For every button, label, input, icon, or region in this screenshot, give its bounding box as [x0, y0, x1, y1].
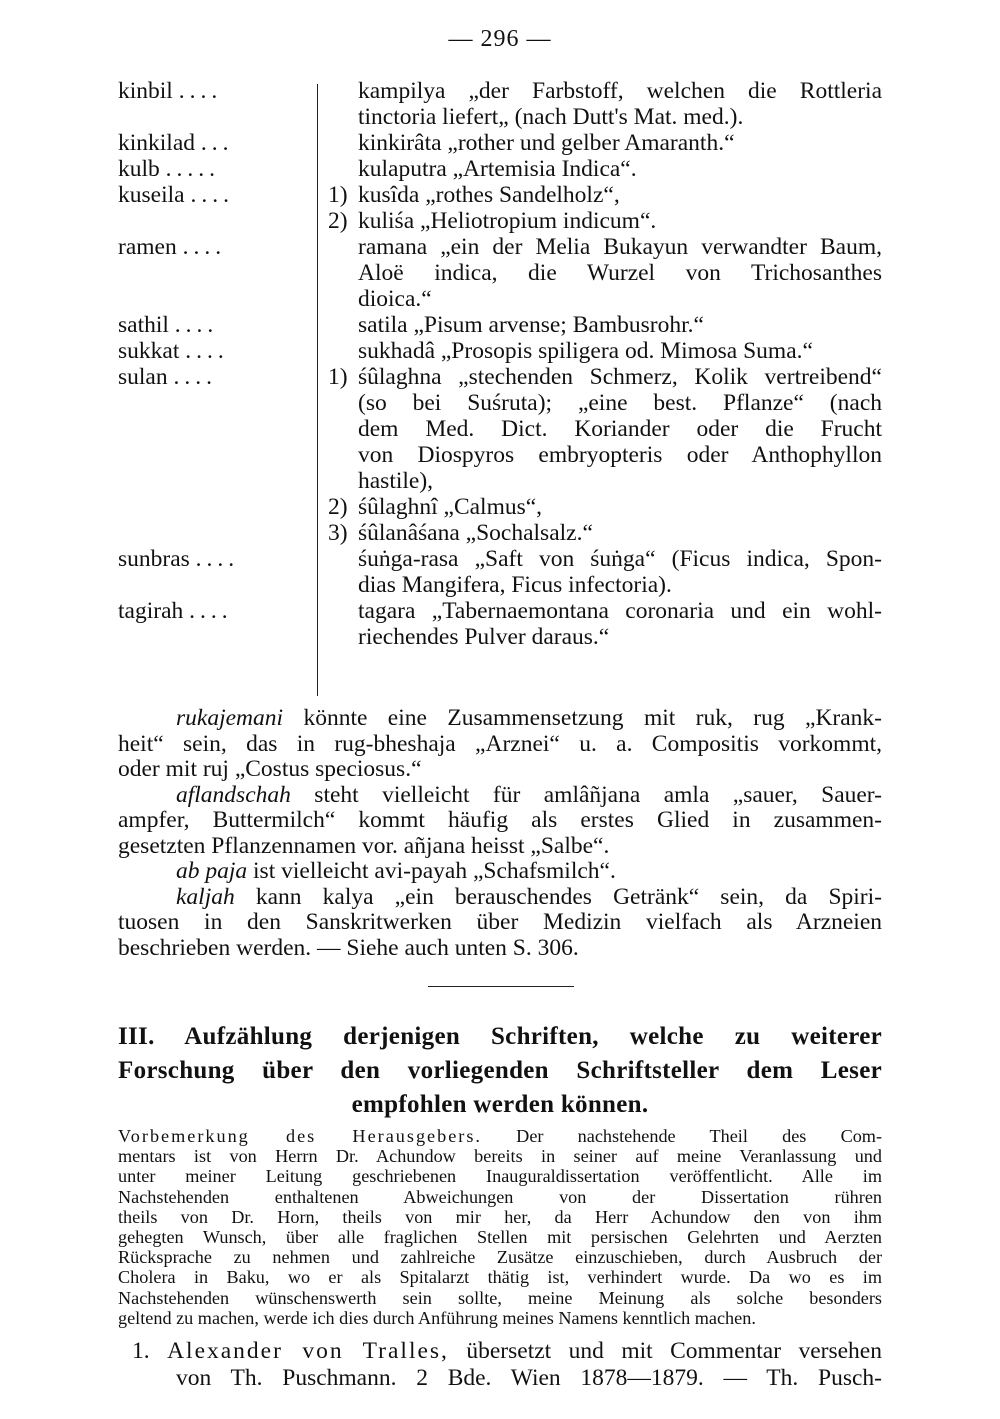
term-word: tagirah [118, 598, 184, 624]
definition-line [328, 442, 882, 468]
definition-text: kampilya „der Farbstoff, welchen die Rottleria [358, 78, 882, 104]
definition-text: kinkirâta „rother und gelber Amaranth.“ [358, 130, 735, 156]
glossary-definition [328, 130, 882, 156]
preface-lead: Vorbemerkung des Herausgebers. [118, 1126, 482, 1146]
definition-line [328, 598, 882, 624]
definition-line [328, 624, 882, 650]
glossary-term [118, 234, 318, 312]
definition-line [328, 416, 882, 442]
definition-number [328, 312, 358, 338]
definition-number: 3) [328, 520, 348, 546]
term-dots: .... [178, 78, 223, 104]
definition-line [328, 156, 882, 182]
definition-text: śuṅga-rasa „Saft von śuṅga“ (Ficus indica, Spon- [358, 546, 882, 572]
term-word: kulb [118, 156, 160, 182]
heading-line: empfohlen werden können. [351, 1091, 649, 1118]
glossary-entry [118, 182, 882, 234]
section-heading [118, 1020, 882, 1122]
definition-text: satila „Pisum arvense; Bambusrohr.“ [358, 312, 704, 338]
definition-text: kuliśa „Heliotropium indicum“. [358, 208, 657, 234]
glossary-definition [328, 156, 882, 182]
preface-line: Nachstehenden wünschenswerth sein sollte, meine Meinung als solche besonders [118, 1287, 882, 1308]
definition-text: sukhadâ „Prosopis spiligera od. Mimosa Suma.“ [358, 338, 813, 364]
definition-text: Aloë indica, die Wurzel von Trichosanthes [358, 260, 882, 286]
paragraph-text: steht vielleicht für amlâñjana amla „sauer, Sauer- [290, 781, 882, 808]
paragraph-text: kann kalya „ein berauschendes Getränk“ sein, da Spiri- [234, 883, 882, 910]
definition-number [328, 156, 358, 182]
term-dots: .... [189, 598, 233, 624]
glossary-definition [328, 338, 882, 364]
bib-author: Alexander von Tralles, [167, 1338, 449, 1364]
definition-number: 1) [328, 364, 348, 390]
term-word: kinbil [118, 78, 173, 104]
paragraph-line [118, 706, 882, 732]
term-dots: .... [195, 546, 240, 572]
editor-preface [118, 1126, 882, 1328]
paragraph-term: rukajemani [176, 705, 284, 731]
definition-text: dioica.“ [358, 286, 432, 312]
bib-text: übersetzt und mit Commentar versehen [448, 1338, 882, 1364]
definition-number [328, 130, 358, 156]
definition-line [328, 494, 882, 520]
glossary-definition [328, 312, 882, 338]
paragraph-line: oder mit ruj „Costus speciosus.“ [118, 756, 422, 782]
glossary-term [118, 182, 318, 234]
definition-number: 2) [328, 494, 348, 520]
glossary-term [118, 338, 318, 364]
term-dots: .... [174, 312, 219, 338]
page-number: — 296 — [448, 26, 552, 52]
glossary-definition [328, 546, 882, 598]
glossary-entry [118, 156, 882, 182]
section-rule [428, 986, 574, 987]
glossary-term [118, 364, 318, 546]
glossary-entry [118, 130, 882, 156]
definition-text: kusîda „rothes Sandelholz“, [358, 182, 620, 208]
term-word: sulan [118, 364, 168, 390]
definition-line [328, 468, 882, 494]
glossary-term [118, 130, 318, 156]
definition-line [328, 520, 882, 546]
glossary-term [118, 598, 318, 650]
definition-text: hastile), [358, 468, 434, 494]
paragraph-line [118, 885, 882, 911]
preface-text: Der nachstehende Theil des Com- [481, 1126, 883, 1146]
glossary-definition [328, 598, 882, 650]
preface-line: mentars ist von Herrn Dr. Achundow bereits in seiner auf meine Veranlassung und [118, 1146, 882, 1167]
definition-line [328, 338, 882, 364]
preface-line: theils von Dr. Horn, theils von mir her, da Herr Achundow den von ihm [118, 1206, 882, 1227]
glossary-entry [118, 546, 882, 598]
definition-line [328, 286, 882, 312]
preface-line: geltend zu machen, werde ich dies durch Anführung meines Namens kenntlich machen. [118, 1307, 756, 1328]
glossary-term [118, 312, 318, 338]
bibliography-line [118, 1338, 882, 1365]
paragraph-line: beschrieben werden. — Siehe auch unten S. 306. [118, 934, 579, 961]
term-word: kinkilad [118, 130, 196, 156]
glossary-definition [328, 182, 882, 234]
paragraph-text: könnte eine Zusammensetzung mit ruk, rug „Krank- [283, 705, 882, 731]
definition-number [328, 78, 358, 104]
term-dots: .... [185, 338, 229, 364]
definition-text: śûlaghna „stechenden Schmerz, Kolik vertreibend“ [358, 364, 882, 390]
definition-number: 1) [328, 182, 348, 208]
definition-number [328, 234, 358, 260]
paragraph-term: kaljah [176, 883, 235, 910]
definition-text: von Diospyros embryopteris oder Anthophyllon [358, 442, 882, 468]
paragraph-text: ist vielleicht avi-payah „Schafsmilch“. [247, 858, 616, 884]
preface-line: Rücksprache zu nehmen und zahlreiche Zusätze einzuschieben, durch Ausbruch der [118, 1247, 882, 1268]
paragraph-line [118, 859, 882, 885]
definition-text: riechendes Pulver daraus.“ [358, 624, 610, 650]
term-dots: ... [200, 130, 234, 156]
glossary-term [118, 546, 318, 598]
preface-line [118, 1126, 882, 1146]
definition-number [328, 338, 358, 364]
definition-line [328, 260, 882, 286]
definition-text: śûlanâśana „Sochalsalz.“ [358, 520, 593, 546]
definition-line [328, 572, 882, 598]
heading-line: Forschung über den vorliegenden Schriftsteller dem Leser [118, 1057, 882, 1084]
definition-text: dias Mangifera, Ficus infectoria). [358, 572, 672, 598]
definition-line [328, 390, 882, 416]
bibliography [118, 1338, 882, 1392]
definition-line [328, 312, 882, 338]
definition-text: (so bei Suśruta); „eine best. Pflanze“ (nach [358, 390, 882, 416]
paragraph-line: tuosen in den Sanskritwerken über Medizin vielfach als Arzneien [118, 909, 882, 935]
preface-line: unter meiner Leitung geschriebenen Inauguraldissertation veröffentlicht. Alle im [118, 1166, 882, 1187]
glossary-entry [118, 78, 882, 130]
definition-text: kulaputra „Artemisia Indica“. [358, 156, 637, 182]
glossary-definition [328, 78, 882, 130]
definition-line [328, 104, 882, 130]
paragraph-term: ab paja [176, 858, 248, 884]
glossary [118, 78, 882, 650]
preface-line: Cholera in Baku, wo er als Spitalarzt thätig ist, verhindert wurde. Da wo es im [118, 1267, 882, 1288]
term-dots: .... [182, 234, 227, 260]
paragraph-line [118, 783, 882, 809]
definition-line [328, 182, 882, 208]
term-word: sathil [118, 312, 169, 338]
definition-text: tinctoria liefert„ (nach Dutt's Mat. med.). [358, 104, 744, 130]
bib-number: 1. [132, 1338, 150, 1364]
term-word: sukkat [118, 338, 180, 364]
definition-text: ramana „ein der Melia Bukayun verwandter Baum, [358, 234, 882, 260]
definition-number [328, 546, 358, 572]
term-word: kuseila [118, 182, 185, 208]
glossary-entry [118, 234, 882, 312]
definition-line [328, 364, 882, 390]
term-word: ramen [118, 234, 177, 260]
definition-line [328, 78, 882, 104]
glossary-term [118, 156, 318, 182]
term-dots: .... [173, 364, 217, 390]
preface-line: gehegten Wunsch, über alle fraglichen Stellen mit persischen Gelehrten und Aerzten [118, 1227, 882, 1248]
heading-line: III. Aufzählung derjenigen Schriften, welche zu weiterer [118, 1023, 882, 1050]
glossary-entry [118, 338, 882, 364]
glossary-entry [118, 364, 882, 546]
glossary-entry [118, 598, 882, 650]
paragraphs [118, 706, 882, 961]
definition-line [328, 546, 882, 572]
term-word: sunbras [118, 546, 190, 572]
glossary-term [118, 78, 318, 130]
definition-number [328, 598, 358, 624]
glossary-definition [328, 234, 882, 312]
definition-text: dem Med. Dict. Koriander oder die Frucht [358, 416, 882, 442]
definition-line [328, 234, 882, 260]
term-dots: ..... [165, 156, 221, 182]
glossary-definition [328, 364, 882, 546]
term-dots: .... [190, 182, 234, 208]
bibliography-line: von Th. Puschmann. 2 Bde. Wien 1878—1879. — Th. Pusch- [176, 1365, 882, 1391]
paragraph-line: gesetzten Pflanzennamen vor. añjana heisst „Salbe“. [118, 832, 610, 859]
definition-line [328, 130, 882, 156]
definition-text: śûlaghnî „Calmus“, [358, 494, 543, 520]
definition-number: 2) [328, 208, 348, 234]
preface-line: Nachstehenden enthaltenen Abweichungen von der Dissertation rühren [118, 1186, 882, 1207]
definition-line [328, 208, 882, 234]
paragraph-line: heit“ sein, das in rug-bheshaja „Arznei“ u. a. Compositis vorkommt, [118, 730, 882, 757]
definition-text: tagara „Tabernaemontana coronaria und ein wohl- [358, 598, 882, 624]
paragraph-term: aflandschah [176, 781, 291, 808]
paragraph-line: ampfer, Buttermilch“ kommt häufig als erstes Glied in zusammen- [118, 807, 882, 833]
glossary-entry [118, 312, 882, 338]
